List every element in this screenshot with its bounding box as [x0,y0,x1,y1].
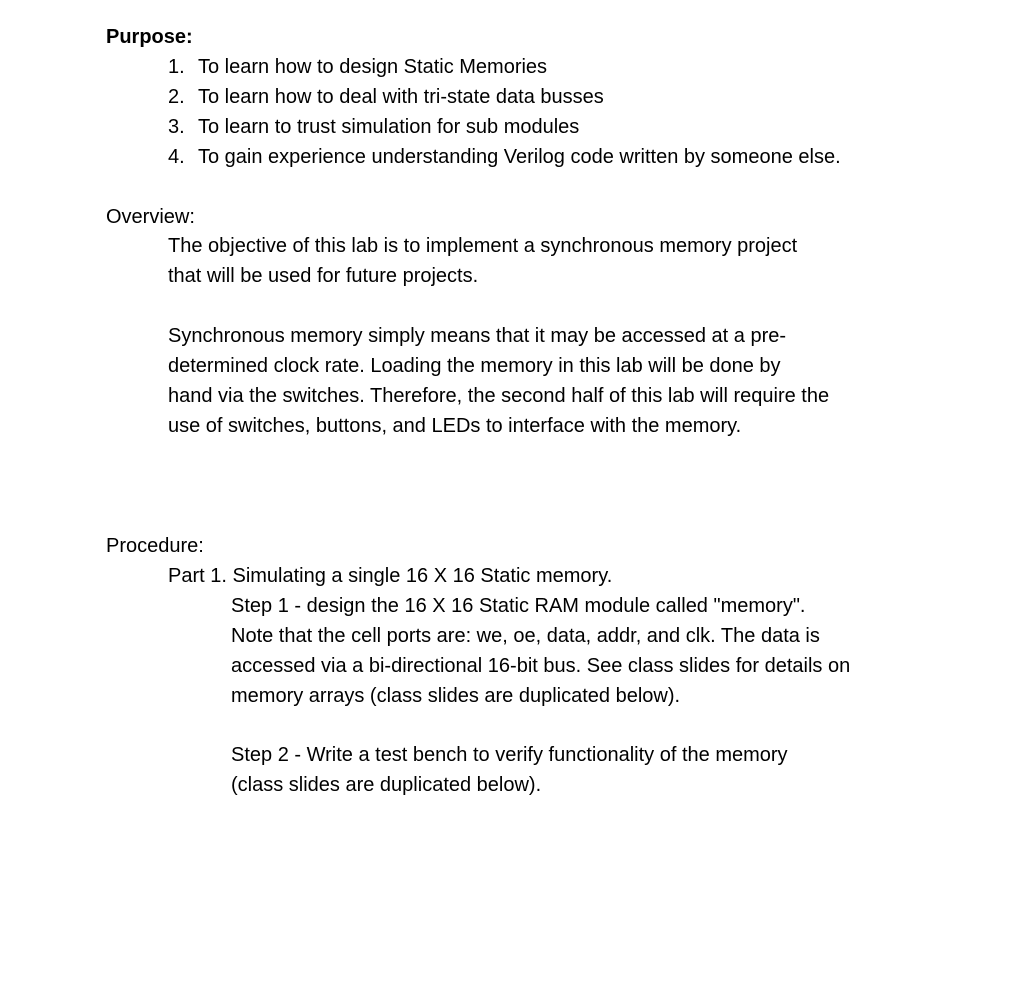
purpose-heading: Purpose: [106,26,193,48]
purpose-item-text: To learn how to design Static Memories [198,56,548,78]
purpose-item-text: To learn to trust simulation for sub modules [198,116,580,138]
overview-paragraph-2-line-2: determined clock rate. Loading the memory in this lab will be done by [168,355,781,377]
overview-paragraph-1-line-2: that will be used for future projects. [168,265,479,287]
overview-paragraph-2-line-4: use of switches, buttons, and LEDs to interface with the memory. [168,415,742,437]
step1-line-3: accessed via a bi-directional 16-bit bus. See class slides for details on [231,655,851,677]
step2-line-2: (class slides are duplicated below). [231,774,542,796]
purpose-item-4 [168,142,841,172]
purpose-item-text: To learn how to deal with tri-state data busses [198,86,604,108]
step1-line-4: memory arrays (class slides are duplicated below). [231,685,681,707]
purpose-item-number: 1. [168,56,185,78]
purpose-item-2 [168,82,604,112]
overview-paragraph-2-line-1: Synchronous memory simply means that it may be accessed at a pre- [168,325,787,347]
purpose-item-1 [168,52,547,82]
part1-title: Part 1. Simulating a single 16 X 16 Static memory. [168,565,613,587]
purpose-item-3 [168,112,579,142]
step2-line-1: Step 2 - Write a test bench to verify functionality of the memory [231,744,788,766]
overview-paragraph-1-line-1: The objective of this lab is to implement a synchronous memory project [168,235,798,257]
purpose-item-number: 2. [168,86,185,108]
overview-heading: Overview: [106,206,195,228]
procedure-heading: Procedure: [106,535,204,557]
overview-paragraph-2-line-3: hand via the switches. Therefore, the second half of this lab will require the [168,385,830,407]
step1-line-1: Step 1 - design the 16 X 16 Static RAM module called "memory". [231,595,806,617]
purpose-item-number: 4. [168,146,185,168]
purpose-item-text: To gain experience understanding Verilog code written by someone else. [198,146,841,168]
step1-line-2: Note that the cell ports are: we, oe, data, addr, and clk. The data is [231,625,820,647]
purpose-item-number: 3. [168,116,185,138]
